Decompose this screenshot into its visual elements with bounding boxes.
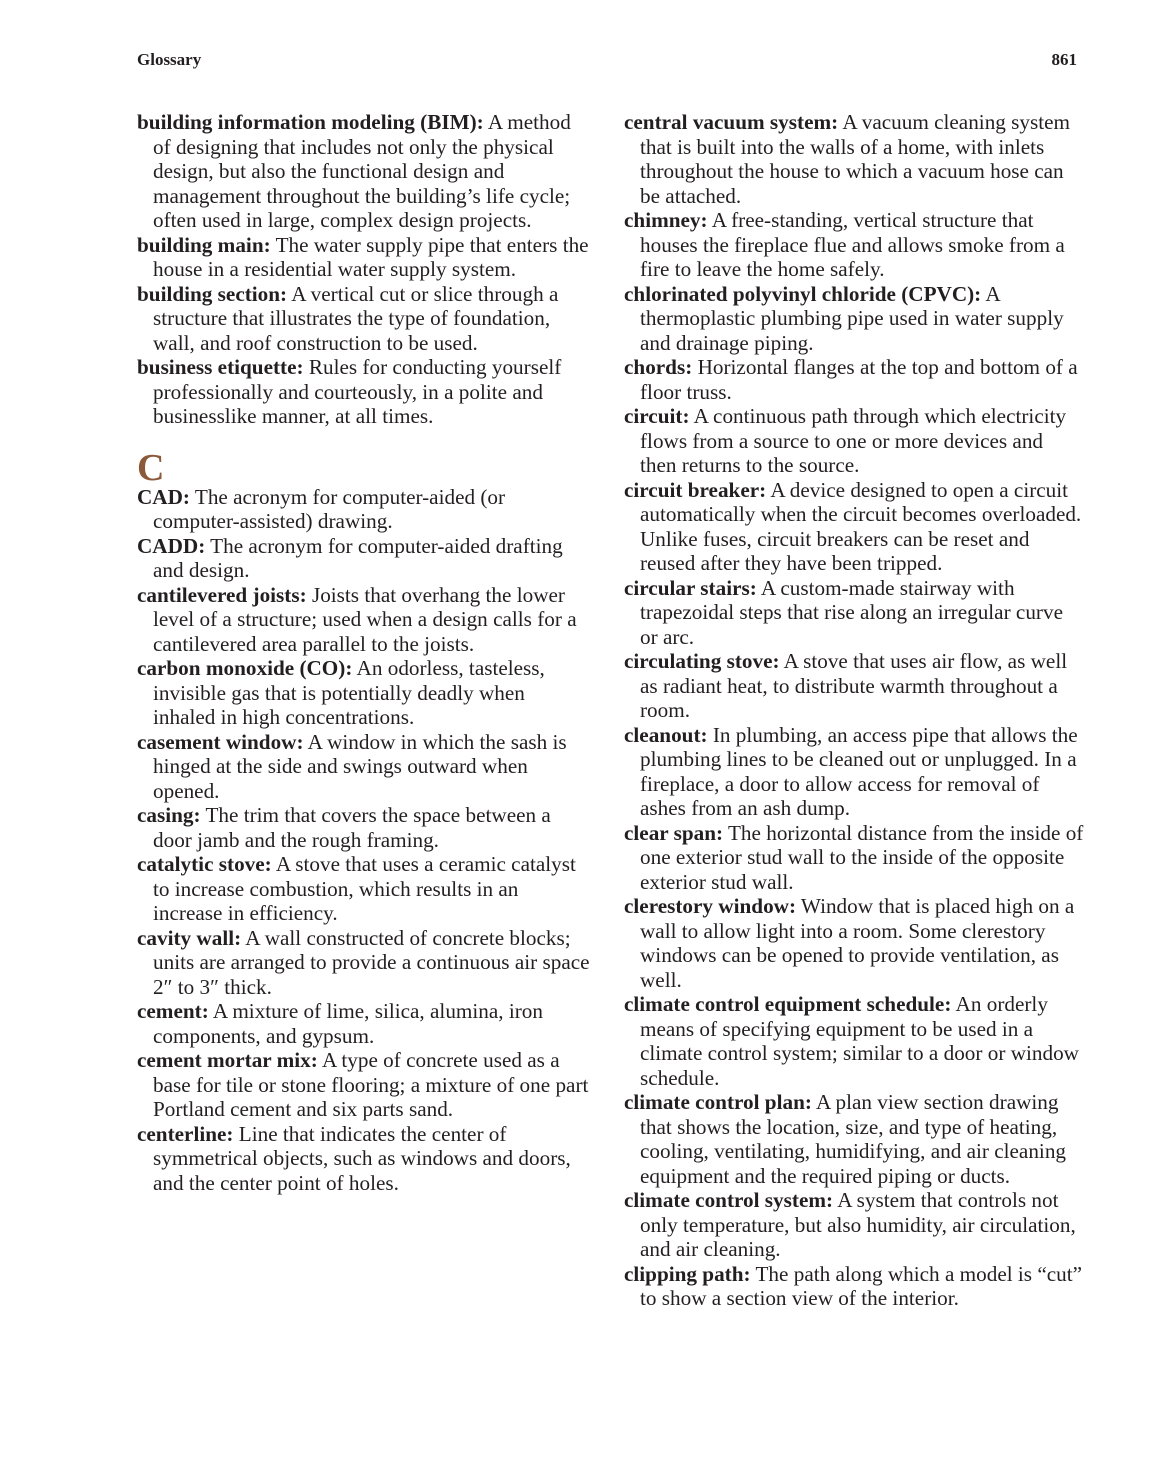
glossary-definition: A plan view section drawing that shows the location, size, and type of heating, cooling, ventilating, humidifying, and air cleaning equipment and the required piping or ducts. bbox=[640, 1090, 1067, 1188]
glossary-term: climate control system: bbox=[624, 1188, 834, 1212]
glossary-entry bbox=[624, 723, 1084, 821]
glossary-entry bbox=[137, 485, 592, 534]
glossary-term: circulating stove: bbox=[624, 649, 780, 673]
glossary-definition: A device designed to open a circuit automatically when the circuit becomes overloaded. Unlike fuses, circuit breakers can be reset and reused after they have been tripped. bbox=[640, 477, 1082, 575]
glossary-entry bbox=[624, 821, 1084, 895]
glossary-entry bbox=[137, 999, 592, 1048]
glossary-definition: Line that indicates the center of symmetrical objects, such as windows and doors, and the center point of holes. bbox=[153, 1121, 571, 1195]
glossary-definition: In plumbing, an access pipe that allows the plumbing lines to be cleaned out or unplugged. In a fireplace, a door to allow access for removal of ashes from an ash dump. bbox=[640, 722, 1078, 820]
glossary-definition: The horizontal distance from the inside of one exterior stud wall to the inside of the opposite exterior stud wall. bbox=[640, 820, 1084, 894]
glossary-entry bbox=[624, 649, 1084, 723]
glossary-definition: A continuous path through which electricity flows from a source to one or more devices and then returns to the source. bbox=[640, 404, 1067, 477]
glossary-entry bbox=[137, 926, 592, 1000]
running-head-section: Glossary bbox=[137, 50, 202, 69]
glossary-term: clear span: bbox=[624, 820, 724, 845]
glossary-term: business etiquette: bbox=[137, 355, 304, 379]
glossary-definition: A stove that uses a ceramic catalyst to increase combustion, which results in an increase in efficiency. bbox=[153, 852, 576, 925]
glossary-entry bbox=[624, 894, 1084, 992]
glossary-term: climate control plan: bbox=[624, 1090, 812, 1114]
glossary-term: central vacuum system: bbox=[624, 110, 839, 134]
glossary-term: circular stairs: bbox=[624, 575, 757, 600]
glossary-right-column bbox=[624, 110, 1084, 1311]
glossary-definition: The trim that covers the space between a door jamb and the rough framing. bbox=[153, 803, 551, 852]
glossary-definition: Horizontal flanges at the top and bottom of a floor truss. bbox=[640, 355, 1078, 404]
glossary-definition: A thermoplastic plumbing pipe used in water supply and drainage piping. bbox=[640, 281, 1064, 355]
glossary-entry bbox=[137, 110, 592, 233]
glossary-term: chlorinated polyvinyl chloride (CPVC): bbox=[624, 281, 982, 306]
glossary-term: climate control equipment schedule: bbox=[624, 992, 952, 1016]
glossary-entry bbox=[624, 576, 1084, 650]
glossary-term: circuit breaker: bbox=[624, 477, 767, 502]
glossary-entry bbox=[137, 282, 592, 356]
glossary-entry bbox=[624, 355, 1084, 404]
glossary-entry bbox=[624, 282, 1084, 356]
glossary-definition: A vertical cut or slice through a structure that illustrates the type of foundation, wall, and roof construction to be used. bbox=[153, 281, 559, 355]
glossary-term: carbon monoxide (CO): bbox=[137, 656, 353, 680]
glossary-definition: An odorless, tasteless, invisible gas that is potentially deadly when inhaled in high concentrations. bbox=[153, 656, 545, 729]
glossary-term: CADD: bbox=[137, 533, 206, 558]
glossary-entry bbox=[137, 355, 592, 429]
glossary-entry bbox=[137, 534, 592, 583]
page-number: 861 bbox=[1051, 50, 1077, 69]
glossary-entry bbox=[137, 1122, 592, 1196]
section-letter-heading: C bbox=[137, 446, 165, 489]
glossary-definition: Joists that overhang the lower level of a structure; used when a design calls for a cantilevered area parallel to the joists. bbox=[153, 582, 577, 656]
glossary-definition: The acronym for computer-aided (or computer-assisted) drawing. bbox=[153, 484, 506, 533]
glossary-term: clerestory window: bbox=[624, 894, 797, 918]
glossary-entry bbox=[624, 110, 1084, 208]
glossary-entry bbox=[137, 583, 592, 657]
glossary-definition: A window in which the sash is hinged at the side and swings outward when opened. bbox=[153, 729, 567, 803]
glossary-entry bbox=[624, 1262, 1084, 1311]
glossary-term: CAD: bbox=[137, 484, 190, 509]
glossary-term: cavity wall: bbox=[137, 925, 242, 950]
glossary-entry bbox=[137, 730, 592, 804]
glossary-entry bbox=[624, 1188, 1084, 1262]
glossary-term: centerline: bbox=[137, 1121, 234, 1146]
glossary-definition: A free-standing, vertical structure that houses the fireplace flue and allows smoke from a fire to leave the home safely. bbox=[640, 208, 1065, 281]
glossary-definition: A custom-made stairway with trapezoidal steps that rise along an irregular curve or arc. bbox=[640, 575, 1063, 649]
glossary-term: building information modeling (BIM): bbox=[137, 110, 484, 134]
glossary-term: cleanout: bbox=[624, 722, 708, 747]
glossary-term: cement mortar mix: bbox=[137, 1048, 318, 1072]
glossary-term: casement window: bbox=[137, 729, 304, 754]
glossary-entry bbox=[137, 656, 592, 730]
glossary-entry bbox=[137, 233, 592, 282]
glossary-definition: An orderly means of specifying equipment to be used in a climate control system; similar to a door or window schedule. bbox=[640, 992, 1079, 1090]
glossary-term: casing: bbox=[137, 803, 201, 827]
glossary-definition: A method of designing that includes not only the physical design, but also the functional design and management throughout the building’s life cycle; often used in large, complex design projects. bbox=[153, 110, 571, 232]
glossary-term: clipping path: bbox=[624, 1261, 751, 1286]
glossary-definition: A mixture of lime, silica, alumina, iron components, and gypsum. bbox=[153, 999, 543, 1048]
glossary-entry bbox=[624, 478, 1084, 576]
glossary-definition: The path along which a model is “cut” to show a section view of the interior. bbox=[640, 1261, 1083, 1310]
glossary-term: catalytic stove: bbox=[137, 852, 272, 876]
glossary-entry bbox=[624, 404, 1084, 478]
glossary-definition: A stove that uses air flow, as well as radiant heat, to distribute warmth throughout a room. bbox=[640, 649, 1068, 722]
glossary-definition: The acronym for computer-aided drafting and design. bbox=[153, 533, 563, 582]
glossary-entry bbox=[137, 803, 592, 852]
glossary-definition: Window that is placed high on a wall to allow light into a room. Some clerestory windows can be opened to provide ventilation, as well. bbox=[640, 894, 1075, 992]
glossary-definition: A type of concrete used as a base for tile or stone flooring; a mixture of one part Portland cement and six parts sand. bbox=[153, 1048, 589, 1121]
glossary-definition: The water supply pipe that enters the house in a residential water supply system. bbox=[153, 232, 589, 281]
glossary-term: building main: bbox=[137, 232, 271, 257]
glossary-term: chimney: bbox=[624, 208, 708, 232]
glossary-entry bbox=[624, 1090, 1084, 1188]
glossary-entry bbox=[624, 992, 1084, 1090]
glossary-term: cantilevered joists: bbox=[137, 582, 307, 607]
glossary-entry bbox=[137, 1048, 592, 1122]
entries-b-section bbox=[137, 110, 592, 429]
glossary-definition: A vacuum cleaning system that is built into the walls of a home, with inlets throughout the house to which a vacuum hose can be attached. bbox=[640, 110, 1071, 208]
glossary-definition: Rules for conducting yourself professionally and courteously, in a polite and businesslike manner, at all times. bbox=[153, 355, 562, 428]
entries-c-continued bbox=[624, 110, 1084, 1311]
glossary-entry bbox=[137, 852, 592, 926]
glossary-entry bbox=[624, 208, 1084, 282]
glossary-term: circuit: bbox=[624, 404, 690, 428]
glossary-left-column bbox=[137, 110, 592, 1195]
glossary-term: cement: bbox=[137, 999, 209, 1023]
glossary-definition: A system that controls not only temperature, but also humidity, air circulation, and air cleaning. bbox=[640, 1188, 1076, 1261]
glossary-term: building section: bbox=[137, 281, 288, 306]
glossary-term: chords: bbox=[624, 355, 693, 379]
glossary-definition: A wall constructed of concrete blocks; units are arranged to provide a continuous air space 2″ to 3″ thick. bbox=[153, 925, 590, 999]
entries-c-section bbox=[137, 485, 592, 1196]
